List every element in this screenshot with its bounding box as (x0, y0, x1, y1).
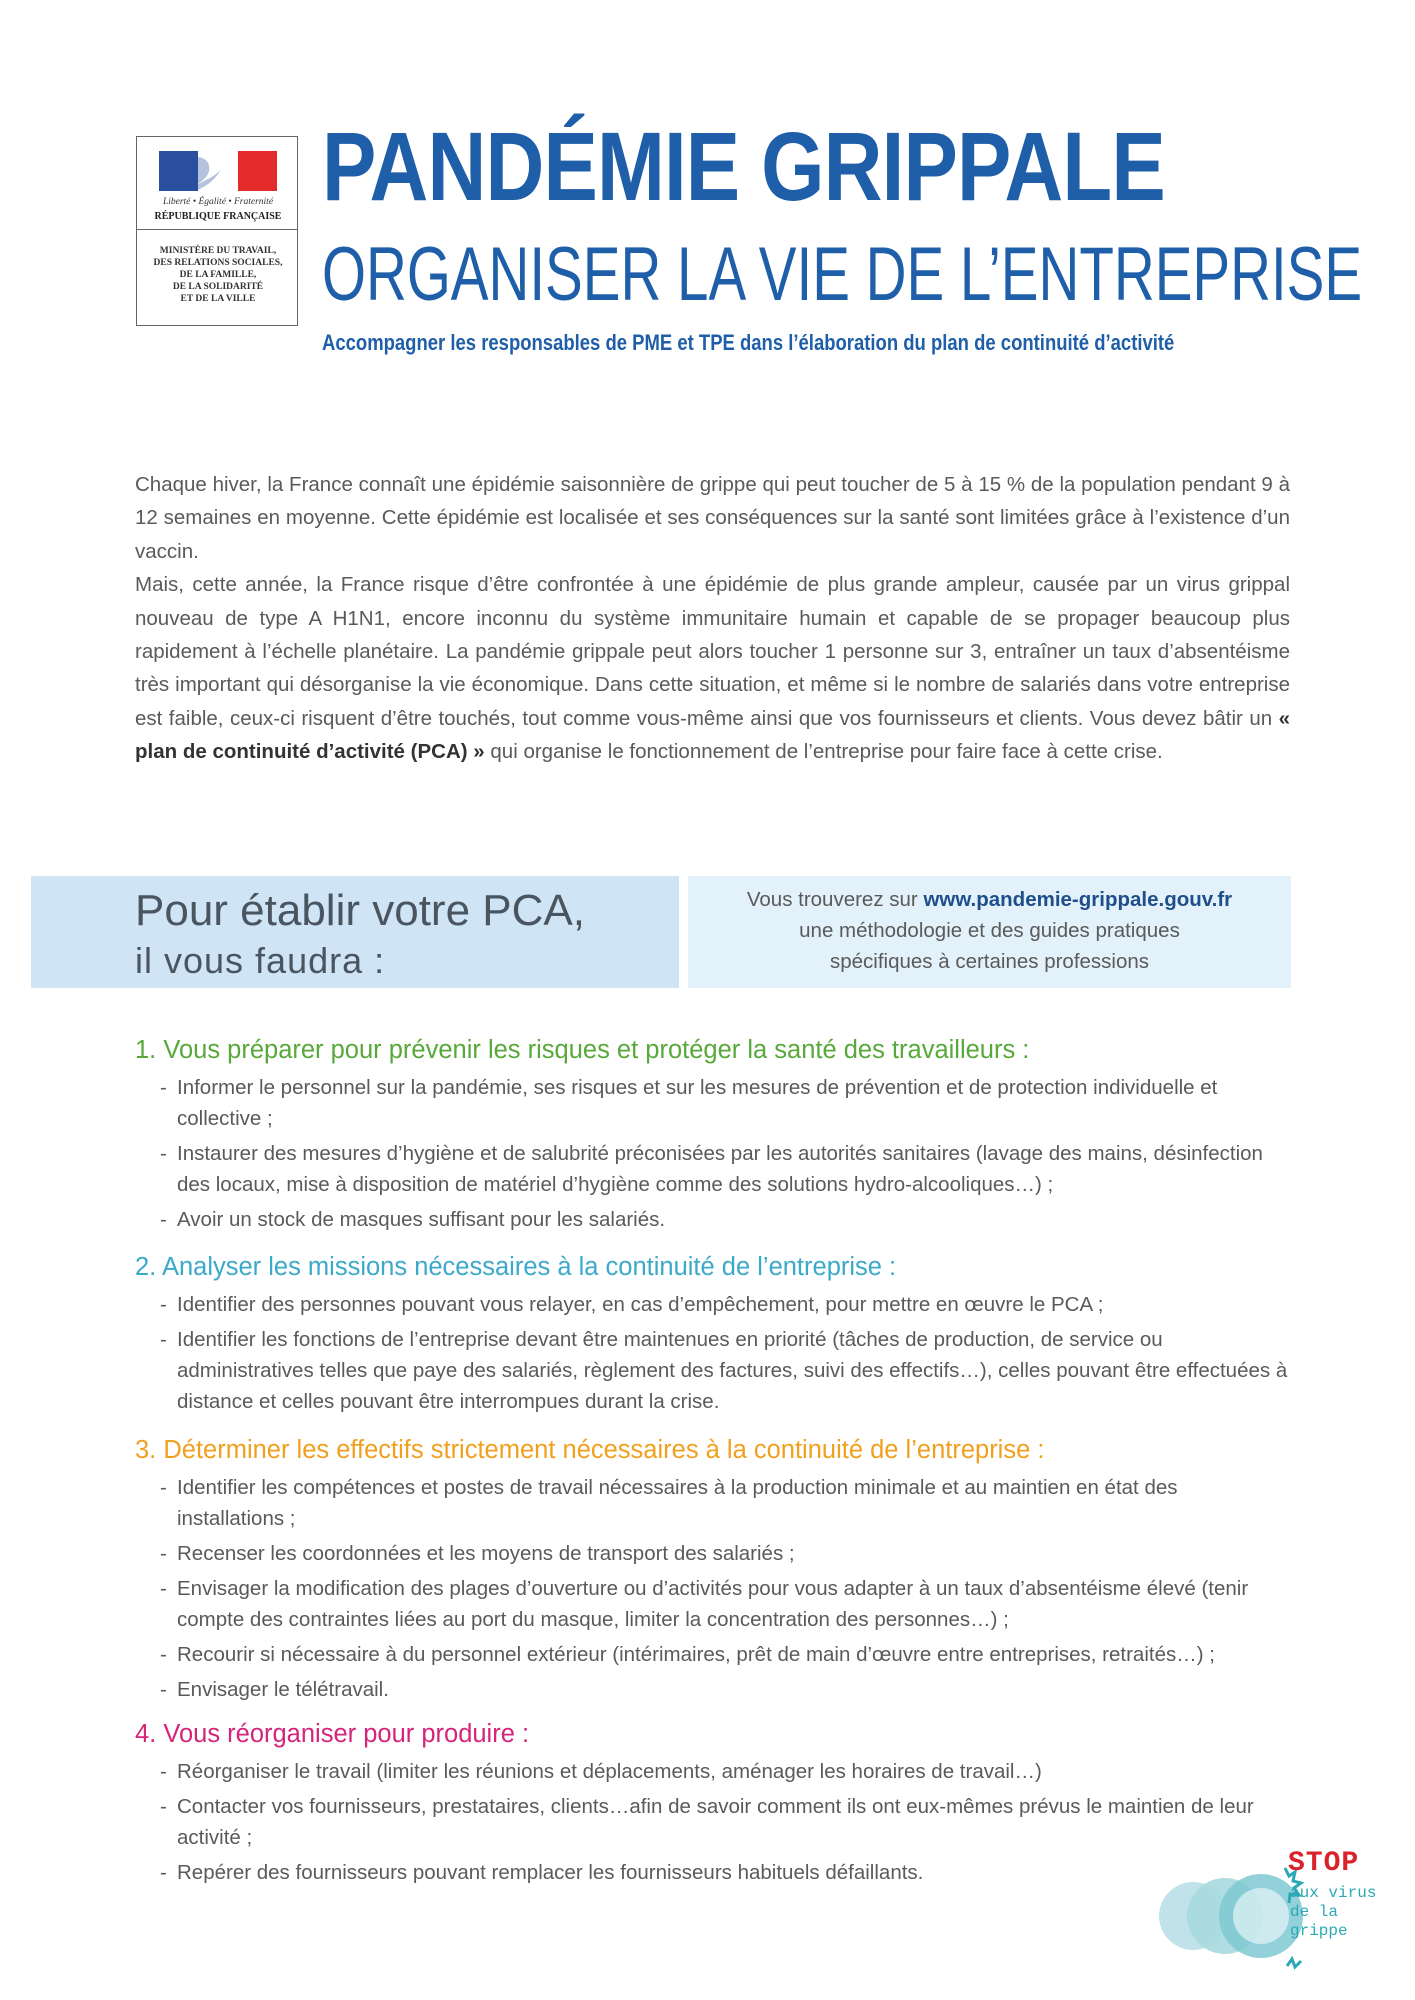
list-item: - Recourir si nécessaire à du personnel extérieur (intérimaires, prêt de main d’œuvre entre entreprises, retraités…) ; (160, 1639, 1290, 1670)
intro-p2-end: qui organise le fonctionnement de l’entreprise pour faire face à cette crise. (490, 740, 1163, 764)
list-item: - Envisager la modification des plages d’ouverture ou d’activités pour vous adapter à un taux d’absentéisme élevé (tenir compte des contraintes liées au port du masque, limiter la concentration des personnes…) ; (160, 1573, 1290, 1635)
section-list-4 (160, 1756, 1290, 1892)
stop-line: aux virus (1290, 1884, 1377, 1902)
ministry-line: MINISTÈRE DU TRAVAIL, (159, 246, 277, 256)
intro-paragraph-2 (135, 568, 1290, 768)
list-item: - Informer le personnel sur la pandémie, ses risques et sur les mesures de prévention et de protection individuelle et collective ; (160, 1072, 1290, 1134)
stop-logo-word: STOP (1288, 1848, 1360, 1879)
section-list-1 (160, 1072, 1290, 1239)
pca-info-line-2: une méthodologie et des guides pratiques (799, 919, 1180, 942)
list-item: - Instaurer des mesures d’hygiène et de salubrité préconisées par les autorités sanitaires (lavage des mains, désinfection des locaux, mise à disposition de matériel d’hygiène comme des solutions hydro-alcooliques…) ; (160, 1138, 1290, 1200)
pca-info-box (688, 876, 1291, 988)
list-item: - Identifier les fonctions de l’entreprise devant être maintenues en priorité (tâches de production, de service ou administratives telles que paye des salariés, règlement des factures, suivi des effectifs…), celles pouvant être effectuées à distance et celles pouvant être interrompues durant la crise. (160, 1324, 1290, 1417)
ministry-line: ET DE LA VILLE (180, 294, 256, 304)
ministry-line: DE LA SOLIDARITÉ (172, 282, 264, 292)
list-item: - Envisager le télétravail. (160, 1674, 1290, 1705)
section-list-2 (160, 1289, 1290, 1421)
pca-subheading: il vous faudra : (135, 940, 386, 981)
logo-ministry (143, 245, 293, 305)
pca-info-prefix: Vous trouverez sur (746, 888, 918, 911)
intro-pca-term: « plan de continuité d’activité (PCA) » (135, 706, 1290, 764)
ministry-line: DE LA FAMILLE, (179, 270, 257, 280)
list-item: - Réorganiser le travail (limiter les réunions et déplacements, aménager les horaires de travail…) (160, 1756, 1290, 1787)
pca-info-line-3: spécifiques à certaines professions (829, 950, 1150, 973)
stop-logo-tagline (1290, 1884, 1376, 1941)
page-title-secondary: ORGANISER LA VIE DE L’ENTREPRISE (322, 232, 1363, 317)
section-heading-1: 1. Vous préparer pour prévenir les risques et protéger la santé des travailleurs : (135, 1036, 1030, 1064)
section-heading-3: 3. Déterminer les effectifs strictement nécessaires à la continuité de l’entreprise : (135, 1436, 1045, 1464)
intro-p2-start: Mais, cette année, la France risque d’être confrontée à une épidémie de plus grande ampleur, causée par un virus grippal nouveau de type A H1N1, encore inconnu du système immunitaire humain et capable de se propager beaucoup plus rapidement à l’échelle planétaire. La pandémie grippale peut alors toucher 1 personne sur 3, entraîner un taux d’absentéisme très important qui désorganise la vie économique. Dans cette situation, et même si le nombre de salariés dans votre entreprise est faible, ceux-ci risquent d’être touchés, tout comme vous-même ainsi que vos fournisseurs et clients. Vous devez bâtir un (135, 573, 1290, 730)
list-item: - Identifier des personnes pouvant vous relayer, en cas d’empêchement, pour mettre en œuvre le PCA ; (160, 1289, 1290, 1320)
stop-line: grippe (1290, 1922, 1348, 1940)
list-item: - Avoir un stock de masques suffisant pour les salariés. (160, 1204, 1290, 1235)
pca-info-line-1 (688, 884, 1291, 915)
ministry-line: DES RELATIONS SOCIALES, (153, 258, 283, 268)
section-heading-4: 4. Vous réorganiser pour produire : (135, 1720, 530, 1748)
section-heading-2: 2. Analyser les missions nécessaires à la continuité de l’entreprise : (135, 1253, 897, 1281)
pca-heading: Pour établir votre PCA, (135, 886, 585, 935)
page-title: PANDÉMIE GRIPPALE (322, 112, 1165, 221)
list-item: - Identifier les compétences et postes de travail nécessaires à la production minimale et au maintien en état des installations ; (160, 1472, 1290, 1534)
logo-divider (137, 229, 297, 230)
intro-paragraph-1: Chaque hiver, la France connaît une épidémie saisonnière de grippe qui peut toucher de 5 à 15 % de la population pendant 9 à 12 semaines en moyenne. Cette épidémie est localisée et ses conséquences sur la santé sont limitées grâce à l’existence d’un vaccin. (135, 473, 1290, 563)
pca-website-link[interactable]: www.pandemie-grippale.gouv.fr (923, 888, 1233, 911)
pca-banner (31, 876, 679, 988)
logo-republic: RÉPUBLIQUE FRANÇAISE (154, 211, 282, 222)
list-item: - Repérer des fournisseurs pouvant remplacer les fournisseurs habituels défaillants. (160, 1857, 1290, 1888)
section-list-3 (160, 1472, 1290, 1709)
list-item: - Recenser les coordonnées et les moyens de transport des salariés ; (160, 1538, 1290, 1569)
logo-motto: Liberté • Égalité • Fraternité (162, 197, 274, 207)
marianne-flag-icon (159, 151, 277, 191)
ministry-logo (136, 136, 298, 326)
intro-text (135, 468, 1290, 769)
page-subtitle: Accompagner les responsables de PME et TPE dans l’élaboration du plan de continuité d’activité (322, 330, 1175, 355)
stop-line: de la (1290, 1903, 1339, 1921)
list-item: - Contacter vos fournisseurs, prestataires, clients…afin de savoir comment ils ont eux-mêmes prévus le maintien de leur activité ; (160, 1791, 1290, 1853)
